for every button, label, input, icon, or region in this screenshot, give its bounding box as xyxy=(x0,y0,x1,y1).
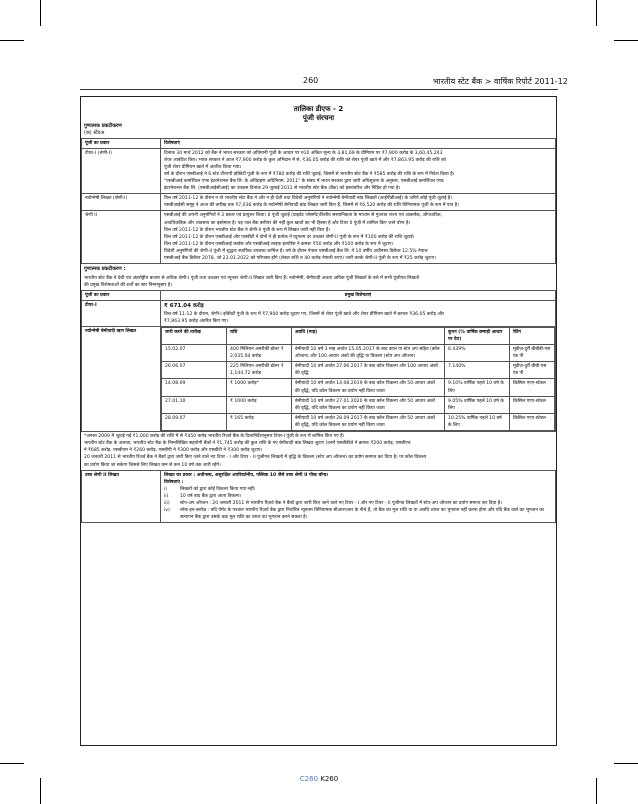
footer-ca: C260 xyxy=(299,775,319,783)
page-number: 260 xyxy=(303,76,319,85)
table-row xyxy=(82,470,556,523)
row-text xyxy=(161,194,556,211)
ipdi-header-row xyxy=(162,327,555,344)
text-line: वित्त वर्ष 2011-12 के दौरान न तो भारतीय स्टेट बैंक ने और न ही देशी तथा विदेशी अनुषंगियों ने नवोन्मेषी बेमीयादी बांड लिखतों (आईपीडीआई) के जरिये कोई पूंजी जुटाई है। xyxy=(164,196,452,202)
text-line: शेयर आबंटित किए। भारत सरकार ने आज ₹7,900 करोड़ के कुल अभिदान में से, ₹36.05 करोड़ की राशि को शेयर पूंजी खाते में और ₹7,863.95 करोड़ की राशि को xyxy=(164,157,446,163)
list-marker: i) xyxy=(164,486,168,492)
text-line: पूंजी शेयर प्रीमियम खाते में अंतरित किया गया। xyxy=(164,164,242,170)
column-header: कूपन (% वार्षिक छमाही आधार पर देय) xyxy=(445,327,510,344)
qualitative-heading: गुणात्मक प्रकटीकरण xyxy=(84,122,122,129)
ipdi-table xyxy=(161,327,555,431)
row-label: उच्च श्रेणी II लिखत xyxy=(82,470,161,523)
quantitative-heading: गुणात्मक प्रकटीकरण : xyxy=(84,266,126,273)
note-line: भारतीय स्टेट बैंक के अलावा, भारतीय स्टेट बैंक के निम्नलिखित सहयोगी बैंकों ने ₹1,745 करोड़ की कुल राशि के नए बेमीयादी बांड लिखत जुटाए (उनमें एसबीबीजे ने क्रमशः ₹200 करोड़, एसबीएच xyxy=(84,441,411,447)
footer-k: K260 xyxy=(320,775,339,783)
column-header: जारी करने की तारीख xyxy=(162,327,227,344)
note-line: 20 जनवरी 2011 से भारतीय रिज़र्व बैंक ने बैंकों द्वारा जारी किए जाने वाले नए टियर - I और टियर - II पूंजीगत लिखतों में वृद्धि के विकल्प (स्टेप अप ऑप्शन) का प्रयोग समाप्त कर दिया है। पर कॉल विकल्प xyxy=(84,455,427,461)
note-line: *अगस्त 2009 में जुटाई गई ₹1,000 करोड़ की राशि में से ₹450 करोड़ भारतीय रिज़र्व बैंक के दिशानिर्देशानुसार टियर-I पूंजी के रूप में शामिल किए गए हैं। xyxy=(84,434,345,440)
cell: बेमीयादी 10 वर्ष अर्थात 28.09.2017 के बाद कॉल विकल्प और 50 आधार अंकों की वृद्धि, यदि कॉल विकल्प का प्रयोग नहीं किया जाता xyxy=(292,413,445,430)
column-header: प्रमुख विशेषताएं xyxy=(161,290,556,300)
text-line: आवधिकविक और व्यवसाय का इस्तेमाल है। यह जल बैंक क्लीयर की नहीं कुल खातों का भी हिस्सा है और टियर II पूंजी में शामिल किए जाने योग्य है। xyxy=(164,220,411,226)
crop-mark xyxy=(614,763,638,764)
text-line: वर्ष के दौरान एसबीआई ने 6 स्टेट टीयरपी इक्विटी पूंजी के रूप में ₹780 करोड़ की राशि जुटाई, जिसमें से भारतीय स्टेट बैंक ने ₹585 करोड़ की राशि के रूप में निवेश किया है। xyxy=(164,171,455,177)
qualitative-sub: (क) स्टैंडअ xyxy=(84,130,105,136)
cell: मूडीज़-दुर्री बीबी-एस एंड पी xyxy=(510,362,555,379)
notes-block xyxy=(81,432,556,470)
text-line: ₹7,863.95 करोड़ अंतरित किए गए। xyxy=(164,318,229,324)
column-header: पूंजी का प्रकार xyxy=(82,290,161,300)
column-header: राशि xyxy=(227,327,292,344)
cell: 14.08.09 xyxy=(162,379,227,396)
text-line: भारतीय स्टेट बैंक ने देशी एवं अंतर्राष्ट्रीय बाजार से अधिक श्रेणी-I पूंजी तथा उच्चतर एवं न्यूनतर श्रेणी-II लिखत जारी किए हैं। नवोन्मेषी, बेमीयादी अथवा अधिक पूंजी लिखतों के बारे में सभी पूंजीगत लिखतों xyxy=(84,275,420,281)
page-header xyxy=(0,72,638,92)
list-item xyxy=(164,493,552,500)
list-item xyxy=(164,500,552,507)
list-marker: iii) xyxy=(164,501,170,507)
cell: 225 मिलियन अमरीकी डॉलर ₹ 1,144.72 करोड़ xyxy=(227,362,292,379)
table-row xyxy=(82,326,556,431)
list-text: 10 वर्ष बाद बैंक द्वारा आता विकल्प। xyxy=(180,494,242,499)
cell: 28.09.07 xyxy=(162,413,227,430)
cell: 400 मिलियन अमरीकी डॉलर ₹ 2,035.04 करोड़ xyxy=(227,345,292,362)
text-line: एसबीआई की अपनी अनुषंगियों ने 3 प्रकार एवं प्रत्युत्तर किया। II पूंजी जुटाई (प्राइवेट प्लेसमेंट)वित्तीय संस्थानिकता के माध्यम से गुजरात राज्य एवं आकर्षक, औपचारिक, xyxy=(164,213,443,219)
quantitative-intro xyxy=(81,274,556,290)
row-text xyxy=(161,470,556,523)
table-row xyxy=(82,194,556,211)
column-header: पूंजी का प्रकार xyxy=(82,138,161,148)
text-line: दिनांक 30 मार्च 2012 को बैंक ने भारत सरकार को अधिमानी पूंजी के आधार पर रु10 अंकित मूल्य के 3,81,69 के प्रीमियम पर ₹7,900 करोड़ के 3,60,45,243 xyxy=(164,150,443,156)
ipdi-row xyxy=(162,345,555,362)
text-line: वित्त वर्ष 11-12 के दौरान, श्रेणी-I इक्विटी पूंजी के रूप में ₹7,900 करोड़ जुटाए गए, जिसमें से शेयर पूंजी खाते और शेयर प्रीमियम खाते में क्रमशः ₹36.05 करोड़ और xyxy=(164,311,444,317)
table-header-row xyxy=(82,138,556,148)
crop-mark xyxy=(0,40,24,41)
table-header-row xyxy=(82,290,556,300)
cell: ₹ 1000 करोड़* xyxy=(227,379,292,396)
table-frame xyxy=(80,96,557,746)
cell: बेमीयादी 10 वर्ष 3 माह अर्थात 15.05.2017 के बाद काल या स्टेप अप सहित (कॉल ऑप्शन) और 100 आधार अंकों की वृद्धि या विकल्प (स्टेप अप ऑप्शन) xyxy=(292,345,445,362)
running-title: भारतीय स्टेट बैंक > वार्षिक रिपोर्ट 2011-12 xyxy=(433,77,568,86)
text-line: वित्त वर्ष 2011-12 के दौरान एसबीआई कार्डस और एसबीआई लाइफ़ इंश्योरेंस ने क्रमशः ₹50 करोड़ और ₹100 करोड़ के रूप में जुटाए। xyxy=(164,241,394,247)
ipdi-row xyxy=(162,396,555,413)
column-header: विशेषताएं xyxy=(161,138,556,148)
caption-line-1: तालिका डीएफ - 2 xyxy=(293,105,344,113)
text-line: लिखत का प्रकार : अधीनस्थ, असुरक्षित अपरिवर्तनीय, पब्लिक 10 जैसे उच्च श्रेणी II पीस्ट बॉन्ड। xyxy=(164,472,329,478)
caption-line-2: पूंजी संरचना xyxy=(302,113,335,122)
text-line: एसबीआई बैंक डिबेंचर 2078, जो 23.01.2022 को परिपक्व होंगे (लेबल राशि रु 40 करोड़ नेपाली रुपए) जारी करके श्रेणी-II पूंजी के रूप में ₹25 करोड़ जुटाए। xyxy=(164,256,436,262)
list-marker: iv) xyxy=(164,508,170,514)
row-label: नवोन्मेषी बेमीयादी ऋण लिखत xyxy=(82,326,161,431)
crop-mark xyxy=(596,0,597,26)
ipdi-cell xyxy=(161,326,556,431)
list-text: लॉक-इन-क्लॉज़ : यदि पेमेंट के पश्चात भारतीय रिज़र्व बैंक द्वारा निर्धारित न्यूनतम विनियामक सीआरएआर के नीचे हैं, तो बैंक का मूल राशि या या अवधि व्याज का भुगतान नहीं करना होगा और यदि बैंक वाले का भुगतान का सत्यापन बैंक द्वारा उसके चक्र मूल राशि का व्याज का भुगतान करने सकता है। xyxy=(180,508,545,521)
crop-mark xyxy=(614,40,638,41)
cell: क्रिसिल एएए-स्टेबल xyxy=(510,396,555,413)
crop-mark xyxy=(40,0,41,26)
note-line: ने ₹685 करोड़, एसबीएम ने ₹260 करोड़, एसबीपी ने ₹300 करोड़ और एसबीटी ने ₹300 करोड़ जुटाए। xyxy=(84,448,263,454)
page-footer xyxy=(0,775,638,783)
ipdi-row xyxy=(162,362,555,379)
cell: 10.25% वार्षिक पहले 10 वर्ष के लिए xyxy=(445,413,510,430)
capital-types-table xyxy=(81,138,556,265)
cell: ₹ 1000 करोड़ xyxy=(227,396,292,413)
list-item xyxy=(164,507,552,521)
row-label: टीयर-I (श्रेणी-I) xyxy=(82,148,161,194)
row-label: टीयर-I xyxy=(82,301,161,327)
cell: मूडीज़-दुर्री बीबीबी-एस एंड पी xyxy=(510,345,555,362)
upper-tier2-table xyxy=(81,470,556,524)
text-line: एसबीआईसी समूह ने आज की तारीख तक ₹7,036 करोड़ के नवोन्मेषी बेमीयादी बांड लिखत जारी किए हैं, जिसमें से ₹6,520 करोड़ की राशि विनियामक पूंजी के रूप में पात्र है। xyxy=(164,203,459,209)
table-caption xyxy=(81,97,556,123)
table-row xyxy=(82,148,556,194)
text-line: की प्रमुख विशेषताओं की शर्तों का सार निम्नानुसार है। xyxy=(84,282,173,288)
ipdi-row xyxy=(162,379,555,396)
list-marker: ii) xyxy=(164,494,169,499)
cell: 9.05% वार्षिक पहले 10 वर्ष के लिए xyxy=(445,396,510,413)
cell: 27.01.10 xyxy=(162,396,227,413)
cell: बेमीयादी 10 वर्ष अर्थात 27.01.2020 के बाद कॉल विकल्प और 50 आधार अंकों की वृद्धि, यदि कॉल विकल्प का प्रयोग नहीं किया जाता xyxy=(292,396,445,413)
table-row xyxy=(82,301,556,327)
text-line: "एसबीआई कमर्शियल एण्ड इंटरनेशनल बैंक लि. के अधिग्रहण अधिनियम, 2011" के संबंध में भारत सरकार द्वारा जारी अधिसूचना के अनुसार, एसबीआई कमर्शियल एण्ड xyxy=(164,179,444,185)
cell: 26.06.07 xyxy=(162,362,227,379)
row-label: नवोन्मेषी लिखत (श्रेणी-I) xyxy=(82,194,161,211)
note-line: का प्रयोग किया जा सकेगा जिससे लिए लिखत कम से कम 10 वर्ष तक जारी रहेंगे। xyxy=(84,462,221,468)
cell: 15.02.07 xyxy=(162,345,227,362)
list-item xyxy=(164,486,552,493)
cell: बेमीयादी 10 वर्ष अर्थात 27.06.2017 के बाद कॉल विकल्प और 100 आधार अंकों की वृद्धि xyxy=(292,362,445,379)
table-row xyxy=(82,211,556,264)
row-text xyxy=(161,148,556,194)
cell: 9.10% वार्षिक पहले 10 वर्ष के लिए xyxy=(445,379,510,396)
list-text: स्टेप-अप ऑप्शन : 20 जनवरी 2011 से भारतीय रिज़र्व बैंक ने बैंकों द्वारा जारी किए जाने वाले नए टियर - I और नए टियर - II पूंजीगत लिखतों में स्टेप-अप ऑप्शन का प्रयोग समाप्त कर दिया है। xyxy=(180,501,502,507)
text-line: वित्त वर्ष 2011-12 के दौरान एसबीआई और एसबीटी ने दोनों ने ही प्रत्येक ने घ्युनतम दर उच्चतर श्रेणी-II पूंजी के रूप में ₹100 करोड़ की राशि जुटाई। xyxy=(164,234,415,240)
header-rule xyxy=(80,89,558,90)
text-line: इंटरनेशनल बैंक लि. (एसबीआईसीआई) का उपक्रम दिनांक 29 जुलाई 2011 से भारतीय स्टेट बैंक (बैंक) को हस्तांतरित और निहित हो गया है। xyxy=(164,186,401,192)
list-text: लिखतों को द्वारा कोई विकल्प किया गया नहीं। xyxy=(180,486,256,492)
cell: क्रिसिल एएए-स्टेबल xyxy=(510,379,555,396)
cell: ₹ 165 करोड़ xyxy=(227,413,292,430)
cell: क्रिसिल एएए-स्टेबल xyxy=(510,413,555,430)
cell: 7.140% xyxy=(445,362,510,379)
text-line: वित्त वर्ष 2011-12 के दौरान भारतीय स्टेट बैंक ने श्रेणी-II पूंजी के रूप में लिखत जारी नहीं किए हैं। xyxy=(164,227,331,233)
cell: 6.439% xyxy=(445,345,510,362)
row-text xyxy=(161,301,556,327)
cell: बेमीयादी 10 वर्ष अर्थात 14.08.2019 के बाद कॉल विकल्प और 50 आधार अंकों की वृद्धि, यदि कॉल विकल्प का प्रयोग नहीं किया जाता xyxy=(292,379,445,396)
row-label: श्रेणी II xyxy=(82,211,161,264)
tier1-amount: ₹ 671.04 करोड़ xyxy=(164,303,204,310)
features-table xyxy=(81,290,556,432)
column-header: अवधि (माह) xyxy=(292,327,445,344)
crop-mark xyxy=(0,763,24,764)
row-text xyxy=(161,211,556,264)
column-header: रेटिंग xyxy=(510,327,555,344)
ipdi-row xyxy=(162,413,555,430)
text-line: विशेषताएं : xyxy=(164,479,184,485)
text-line: विदेशी अनुषंगियों की श्रेणी-II पूंजी में शुद्धतः स्थायित्व उपलब्ध शामिल है। वर्ष के दौरान नेपाल एसबीआई बैंक लि. ने 10 वर्षीय अधीनस्थ डिबेंचर 12.5% नेपाल xyxy=(164,249,428,255)
